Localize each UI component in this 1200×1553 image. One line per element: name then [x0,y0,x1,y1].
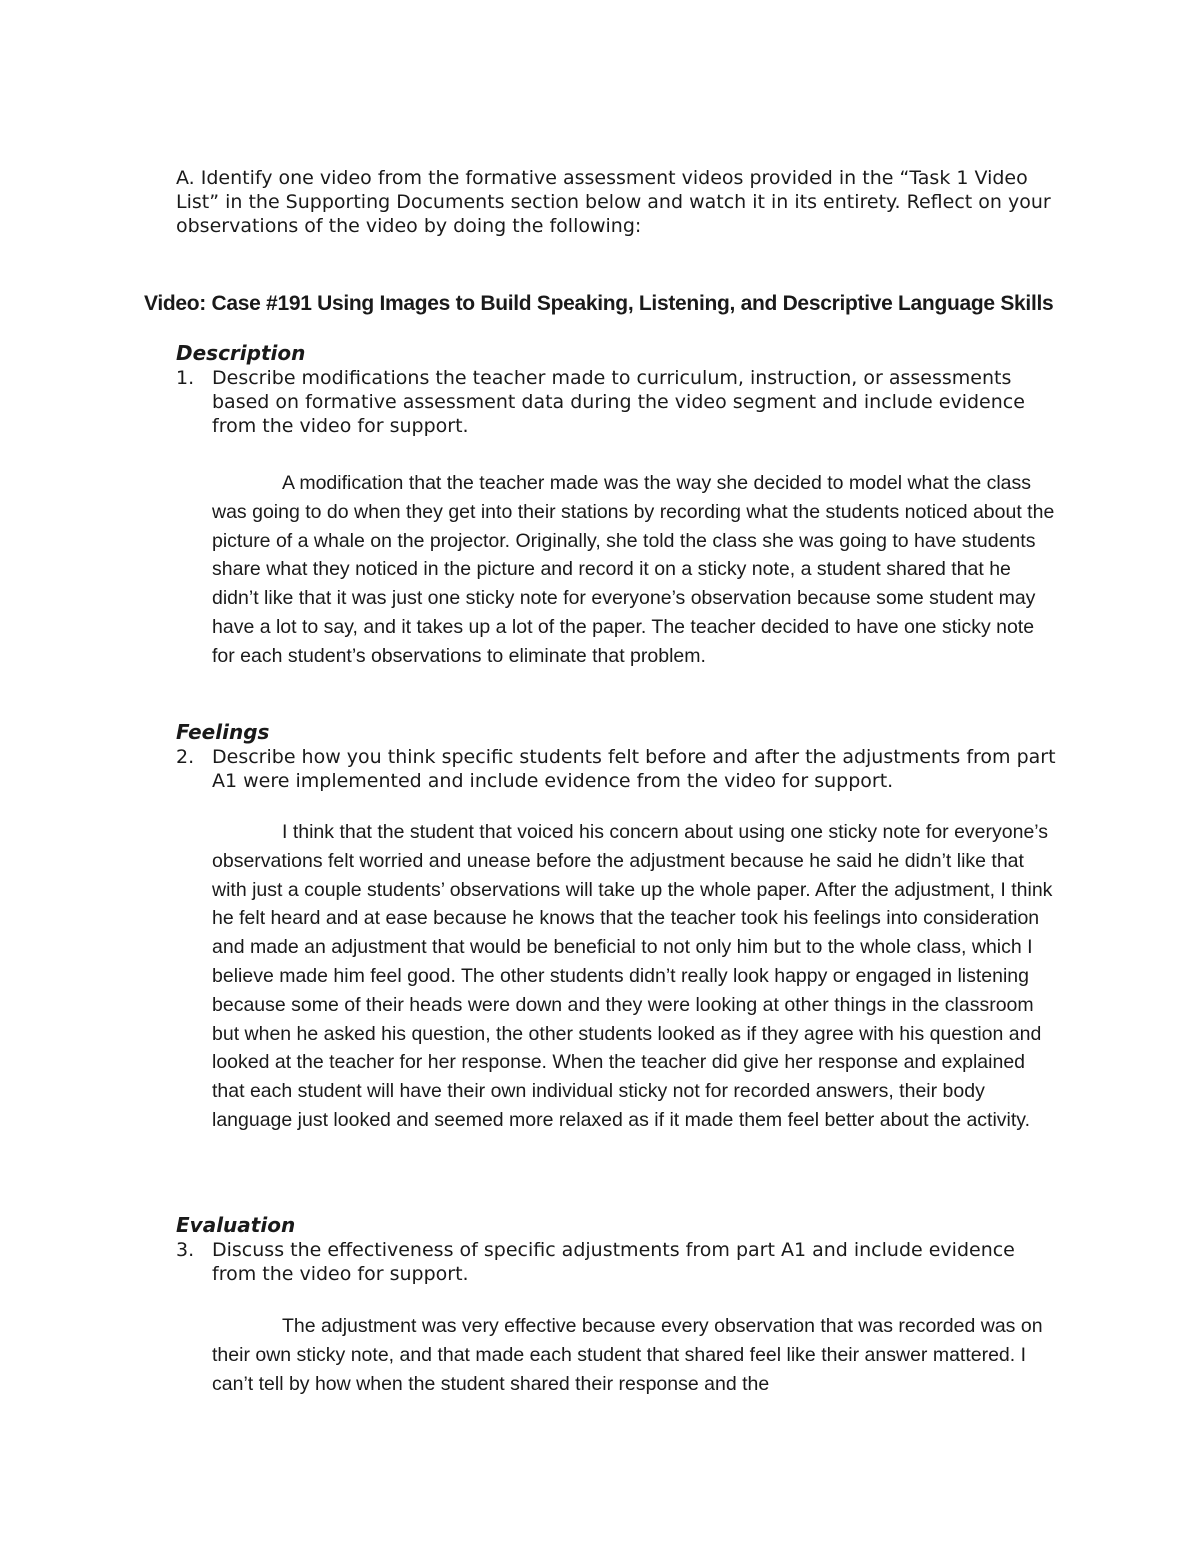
section-heading-evaluation: Evaluation [176,1213,296,1237]
question-text: Discuss the effectiveness of specific adjustments from part A1 and include evidence from the video for support. [212,1239,1015,1285]
question-text: Describe modifications the teacher made to curriculum, instruction, or assessments based on formative assessment data during the video segment and include evidence from the video for support. [212,367,1025,437]
question-number: 2. [176,746,195,768]
answer-paragraph-3: The adjustment was very effective because every observation that was recorded was on their own sticky note, and that made each student that shared feel like their answer mattered. I can’t tell by how when the student shared their response and the [212,1315,1043,1395]
question-2 [176,745,1056,793]
intro-paragraph: A. Identify one video from the formative assessment videos provided in the “Task 1 Video List” in the Supporting Documents section below and watch it in its entirety. Reflect on your observations of the video by doing the following: [176,167,1051,237]
question-1 [176,366,1056,438]
section-heading-description: Description [176,341,306,365]
answer-paragraph-2: I think that the student that voiced his concern about using one sticky note for everyone’s observations felt worried and unease before the adjustment because he said he didn’t like that with just a couple students’ observations will take up the whole paper. After the adjustment, I think he felt heard and at ease because he knows that the teacher took his feelings into consideration and made an adjustment that would be beneficial to not only him but to the whole class, which I believe made him feel good. The other students didn’t really look happy or engaged in listening because some of their heads were down and they were looking at other things in the classroom but when he asked his question, the other students looked as if they agree with his question and looked at the teacher for her response. When the teacher did give her response and explained that each student will have their own individual sticky not for recorded answers, their body language just looked and seemed more relaxed as if it made them feel better about the activity. [212,821,1053,1131]
video-title: Video: Case #191 Using Images to Build Speaking, Listening, and Descriptive Language Skills [144,292,1054,315]
question-text: Describe how you think specific students felt before and after the adjustments from part A1 were implemented and include evidence from the video for support. [212,746,1056,792]
question-number: 3. [176,1239,195,1261]
question-3 [176,1238,1056,1286]
answer-paragraph-1: A modification that the teacher made was the way she decided to model what the class was going to do when they get into their stations by recording what the students noticed about the picture of a whale on the projector. Originally, she told the class she was going to have students share what they noticed in the picture and record it on a sticky note, a student shared that he didn’t like that it was just one sticky note for everyone’s observation because some student may have a lot to say, and it takes up a lot of the paper. The teacher decided to have one sticky note for each student’s observations to eliminate that problem. [212,472,1055,667]
section-heading-feelings: Feelings [176,720,270,744]
question-number: 1. [176,367,195,389]
